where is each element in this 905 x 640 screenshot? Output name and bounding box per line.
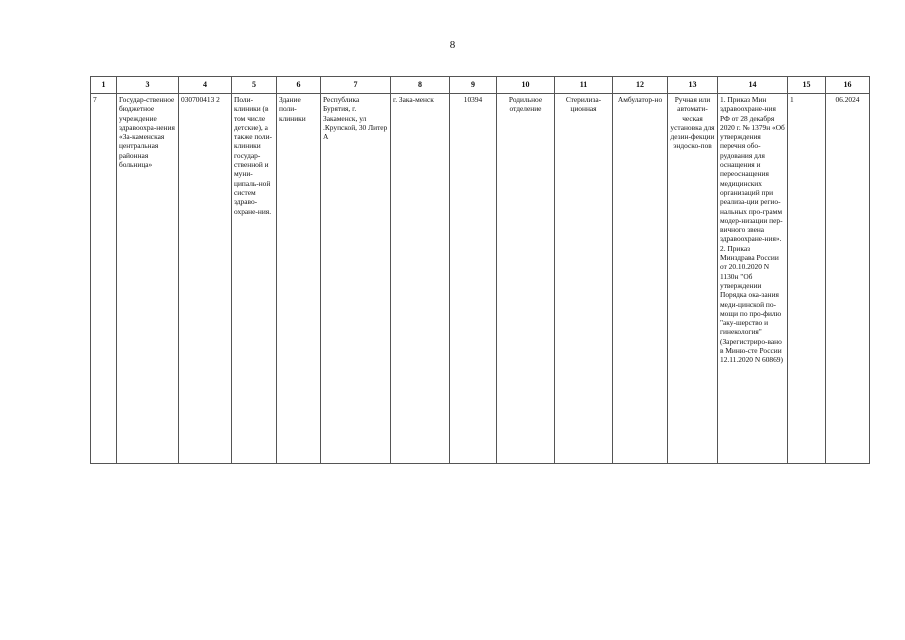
cell-code: 030700413 2 [179, 94, 232, 464]
column-header-3: 3 [117, 77, 179, 94]
column-header-13: 13 [668, 77, 718, 94]
column-header-14: 14 [718, 77, 788, 94]
cell-population: 10394 [450, 94, 497, 464]
cell-address: Республика Бурятия, г. Закаменск, ул .Крупской, 30 Литер А [321, 94, 391, 464]
cell-date: 06.2024 [826, 94, 870, 464]
column-header-7: 7 [321, 77, 391, 94]
column-header-12: 12 [613, 77, 668, 94]
table-row [91, 94, 870, 464]
equipment-table [90, 76, 870, 464]
cell-quantity: 1 [788, 94, 826, 464]
column-header-15: 15 [788, 77, 826, 94]
cell-building: Здание поли-клиники [277, 94, 321, 464]
cell-equipment: Ручная или автомати-ческая установка для дезин-фекции эндоско-пов [668, 94, 718, 464]
cell-city: г. Зака-менск [391, 94, 450, 464]
column-header-4: 4 [179, 77, 232, 94]
column-header-10: 10 [497, 77, 555, 94]
column-header-11: 11 [555, 77, 613, 94]
column-header-5: 5 [232, 77, 277, 94]
cell-department: Родильное отделение [497, 94, 555, 464]
header-row [91, 77, 870, 94]
cell-organization: Государ-ственное бюджетное учреждение здравоохра-нения «За-каменская центральная районная больница» [117, 94, 179, 464]
cell-number: 7 [91, 94, 117, 464]
column-header-1: 1 [91, 77, 117, 94]
column-header-8: 8 [391, 77, 450, 94]
column-header-6: 6 [277, 77, 321, 94]
cell-care-mode: Амбулатор-но [613, 94, 668, 464]
cell-facility-type: Поли-клиники (в том числе детские), а также поли-клиники государ-ственной и муни-ципаль-ной систем здраво-охране-ния. [232, 94, 277, 464]
column-header-16: 16 [826, 77, 870, 94]
column-header-9: 9 [450, 77, 497, 94]
page-number: 8 [449, 39, 456, 51]
cell-legal-basis: 1. Приказ Мин здравоохране-ния РФ от 28 декабря 2020 г. № 1379н «Об утверждения перечня обо-рудования для оснащения и переоснащения медицинских организаций при реализа-ции регио-нальных про-грамм модер-низации пер-вичного звена здравоохране-ния». 2. Приказ Минздрава России от 20.10.2020 N 1130н "Об утверждении Порядка ока-зания меди-цинской по-мощи по про-филю "аку-шерство и гинекология" (Зарегистриро-вано в Миню-сте России 12.11.2020 N 60869) [718, 94, 788, 464]
cell-room: Стерилиза-ционная [555, 94, 613, 464]
